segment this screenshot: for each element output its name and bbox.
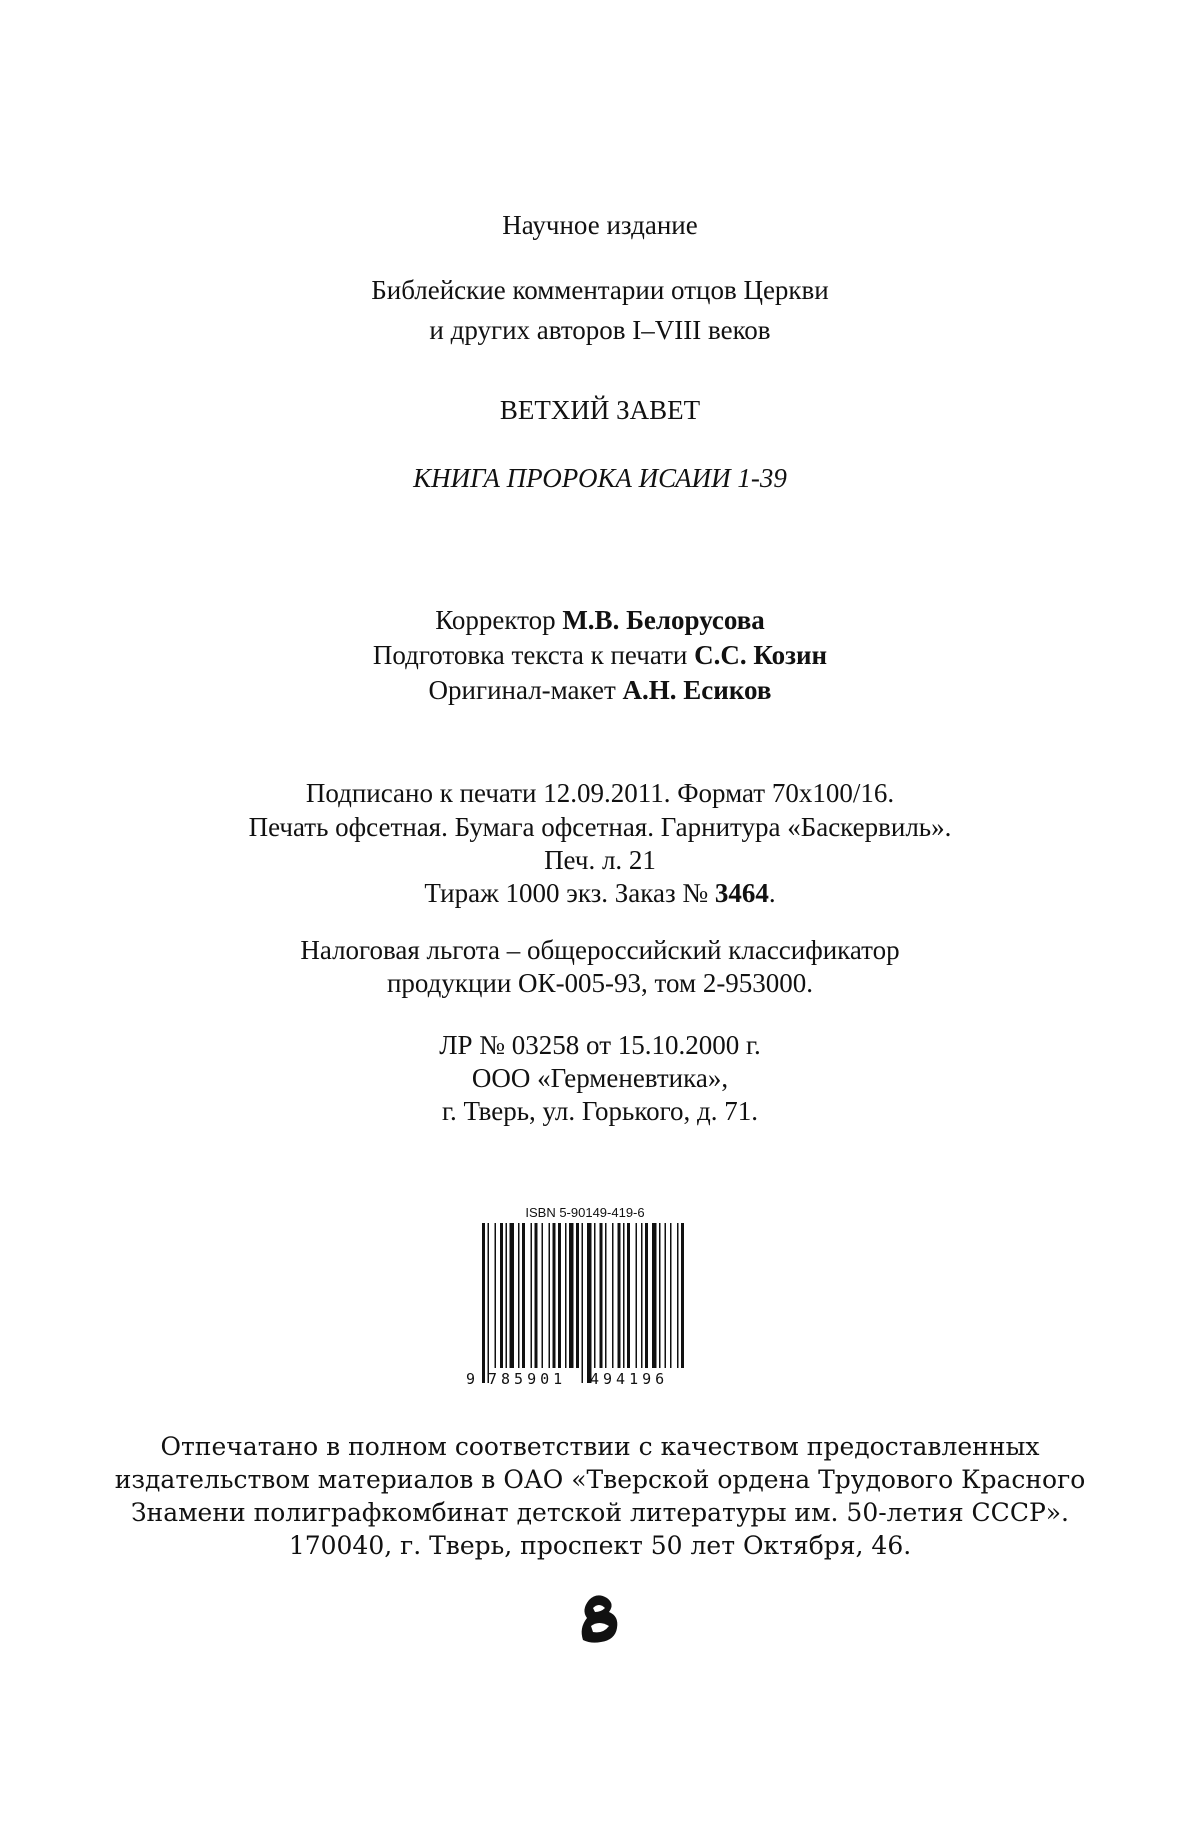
credit-name: С.С. Козин [694, 640, 828, 670]
credit-proofreader [0, 605, 1200, 636]
publisher-name: ООО «Герменевтика», [471, 1063, 729, 1093]
barcode-digits-right: 494196 [590, 1370, 669, 1388]
order-number: 3464 [714, 878, 769, 908]
isbn-label: ISBN 5-90149-419-6 [525, 1205, 645, 1220]
print-info-line3: Печ. л. 21 [544, 845, 656, 875]
printer-info-line2: издательством материалов в ОАО «Тверской ордена Трудового Красного [114, 1465, 1086, 1494]
credit-layout [0, 675, 1200, 706]
printer-info-line1: Отпечатано в полном соответствии с качеством предоставленных [160, 1432, 1040, 1461]
series-title-line1: Библейские комментарии отцов Церкви [371, 275, 829, 305]
credit-role: Оригинал-макет [428, 675, 616, 705]
publisher-address: г. Тверь, ул. Горького, д. 71. [441, 1096, 759, 1126]
publisher-license: ЛР № 03258 от 15.10.2000 г. [439, 1030, 761, 1060]
print-info-line1: Подписано к печати 12.09.2011. Формат 70х100/16. [305, 778, 895, 808]
printer-info-line3: Знамени полиграфкомбинат детской литературы им. 50-летия СССР». [130, 1498, 1070, 1527]
printer-info-line4: 170040, г. Тверь, проспект 50 лет Октября, 46. [288, 1531, 912, 1560]
credit-name: М.В. Белорусова [562, 605, 765, 635]
tax-info-line2: продукции ОК-005-93, том 2-953000. [386, 968, 814, 998]
printer-logo-icon [575, 1590, 625, 1645]
print-run-text: Тираж 1000 экз. Заказ № [424, 878, 715, 908]
barcode-bars [460, 1223, 710, 1393]
barcode-digit-first: 9 [466, 1370, 476, 1388]
barcode-digits-left: 785901 [488, 1370, 567, 1388]
tax-info-line1: Налоговая льгота – общероссийский классификатор [300, 935, 900, 965]
book-title: КНИГА ПРОРОКА ИСАИИ 1-39 [413, 463, 787, 493]
credit-role: Подготовка текста к печати [372, 640, 688, 670]
series-title-line2: и других авторов I–VIII веков [429, 315, 771, 345]
credit-name: А.Н. Есиков [622, 675, 772, 705]
edition-type: Научное издание [502, 210, 698, 240]
print-info-line2: Печать офсетная. Бумага офсетная. Гарнитура «Баскервиль». [248, 812, 952, 842]
print-run-suffix: . [768, 878, 776, 908]
credit-role: Корректор [435, 605, 556, 635]
testament-heading: ВЕТХИЙ ЗАВЕТ [499, 395, 701, 425]
isbn-barcode [460, 1205, 710, 1395]
credit-text-preparation [0, 640, 1200, 671]
print-info-line4 [0, 878, 1200, 909]
